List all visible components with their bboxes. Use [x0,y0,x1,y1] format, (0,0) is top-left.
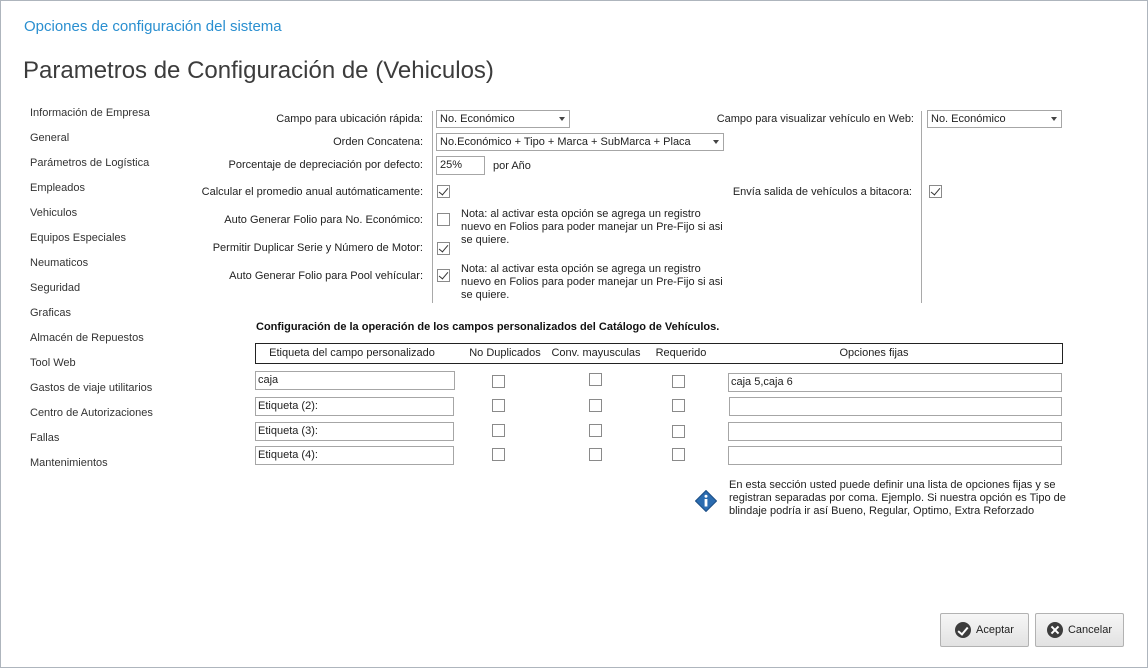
accept-button[interactable] [940,613,1029,647]
annual-avg-checkbox[interactable] [437,185,450,198]
sidebar-item-parametros-logistica[interactable]: Parámetros de Logística [30,157,150,169]
header-options: Opciones fijas [839,347,909,359]
options-input-4[interactable] [728,446,1062,465]
custom-fields-title: Configuración de la operación de los campos personalizados del Catálogo de Vehículos. [256,321,720,333]
chevron-down-icon [713,140,719,144]
dup-serial-label: Permitir Duplicar Serie y Número de Motor: [212,242,423,254]
depreciation-label: Porcentaje de depreciación por defecto: [228,159,423,171]
custom-label-input-1[interactable]: caja [255,371,455,390]
accept-button-label: Aceptar [976,624,1014,636]
sidebar-item-centro-autorizaciones[interactable]: Centro de Autorizaciones [30,407,153,419]
auto-folio-note: Nota: al activar esta opción se agrega un registro nuevo en Folios para poder manejar un Pre-Fijo si asi se quiere. [461,208,723,246]
custom-label-input-4[interactable]: Etiqueta (4): [255,446,454,465]
required-checkbox-4[interactable] [672,448,685,461]
sidebar-item-seguridad[interactable]: Seguridad [30,282,81,294]
no-dup-checkbox-2[interactable] [492,399,505,412]
sidebar-item-informacion-empresa[interactable]: Información de Empresa [30,107,150,119]
annual-avg-label: Calcular el promedio anual autómaticamente: [201,186,423,198]
web-field-select[interactable] [927,110,1062,128]
sidebar-item-equipos-especiales[interactable]: Equipos Especiales [30,232,127,244]
depreciation-unit: por Año [493,160,531,172]
quick-field-label: Campo para ubicación rápida: [276,113,423,125]
chevron-down-icon [1051,117,1057,121]
log-exit-checkbox[interactable] [929,185,942,198]
sidebar-item-almacen-repuestos[interactable]: Almacén de Repuestos [30,332,144,344]
log-exit-label: Envía salida de vehículos a bitacora: [732,186,912,198]
required-checkbox-1[interactable] [672,375,685,388]
info-text: En esta sección usted puede definir una lista de opciones fijas y se registran separadas por coma. Ejemplo. Si nuestra opción es Tipo de blindaje podría ir así Bueno, Regular, Optimo, Extra Reforzado [729,479,1066,517]
quick-field-select[interactable] [436,110,570,128]
separator-right [921,111,922,303]
check-circle-icon [955,622,971,638]
sidebar-item-tool-web[interactable]: Tool Web [30,357,76,369]
concat-select[interactable] [436,133,724,151]
upper-checkbox-4[interactable] [589,448,602,461]
depreciation-input[interactable]: 25% [436,156,485,175]
upper-checkbox-1[interactable] [589,373,602,386]
concat-label: Orden Concatena: [333,136,423,148]
upper-checkbox-2[interactable] [589,399,602,412]
custom-label-input-3[interactable]: Etiqueta (3): [255,422,454,441]
header-upper: Conv. mayusculas [551,347,641,359]
custom-label-input-2[interactable]: Etiqueta (2): [255,397,454,416]
sidebar [30,105,153,480]
web-field-value: No. Económico [931,113,1006,125]
quick-field-value: No. Económico [440,113,515,125]
sidebar-item-empleados[interactable]: Empleados [30,182,86,194]
sidebar-item-mantenimientos[interactable]: Mantenimientos [30,457,108,469]
cancel-button-label: Cancelar [1067,624,1113,636]
sidebar-item-neumaticos[interactable]: Neumaticos [30,257,89,269]
sidebar-item-vehiculos[interactable]: Vehiculos [30,207,78,219]
sidebar-item-gastos-viaje[interactable]: Gastos de viaje utilitarios [30,382,153,394]
no-dup-checkbox-4[interactable] [492,448,505,461]
cancel-button[interactable] [1035,613,1124,647]
separator-left [432,111,433,303]
required-checkbox-3[interactable] [672,425,685,438]
auto-folio-label: Auto Generar Folio para No. Económico: [224,214,423,226]
sidebar-item-graficas[interactable]: Graficas [30,307,71,319]
window-title: Opciones de configuración del sistema [24,18,282,35]
dup-serial-checkbox[interactable] [437,242,450,255]
no-dup-checkbox-1[interactable] [492,375,505,388]
close-circle-icon [1047,622,1063,638]
sidebar-item-general[interactable]: General [30,132,70,144]
web-field-label: Campo para visualizar vehículo en Web: [716,113,914,125]
options-input-3[interactable] [728,422,1062,441]
page-title: Parametros de Configuración de (Vehiculos) [23,57,494,84]
sidebar-item-fallas[interactable]: Fallas [30,432,60,444]
header-required: Requerido [655,347,707,359]
options-input-2[interactable] [729,397,1062,416]
required-checkbox-2[interactable] [672,399,685,412]
chevron-down-icon [559,117,565,121]
auto-pool-label: Auto Generar Folio para Pool vehícular: [229,270,423,282]
upper-checkbox-3[interactable] [589,424,602,437]
info-icon [695,490,717,512]
auto-pool-checkbox[interactable] [437,269,450,282]
no-dup-checkbox-3[interactable] [492,424,505,437]
header-label: Etiqueta del campo personalizado [269,347,435,359]
auto-pool-note: Nota: al activar esta opción se agrega un registro nuevo en Folios para poder manejar un Pre-Fijo si asi se quiere. [461,263,723,301]
header-no-dup: No Duplicados [469,347,541,359]
custom-fields-header [255,343,1063,364]
concat-value: No.Económico + Tipo + Marca + SubMarca + Placa [440,136,691,148]
options-input-1[interactable]: caja 5,caja 6 [728,373,1062,392]
auto-folio-checkbox[interactable] [437,213,450,226]
